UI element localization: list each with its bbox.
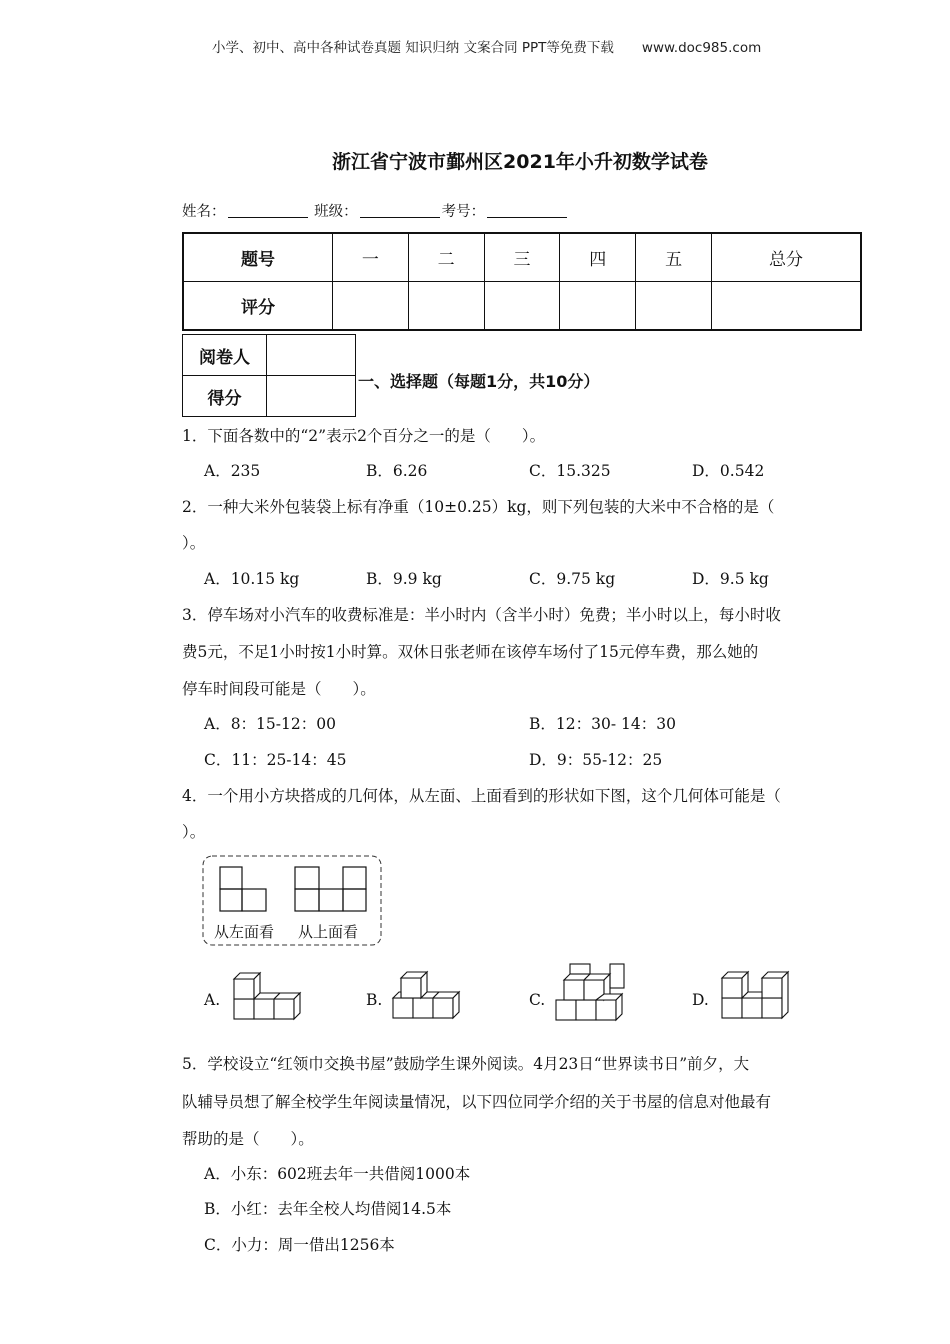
reviewer-cell[interactable] — [267, 335, 356, 376]
q4-option-d[interactable]: D. — [692, 991, 709, 1009]
score-cell[interactable] — [332, 282, 408, 331]
score-table-header-row — [183, 233, 861, 282]
q3-option-d[interactable]: D．9：55-12：25 — [529, 751, 663, 769]
score-cell[interactable] — [560, 282, 636, 331]
name-field[interactable] — [228, 203, 308, 218]
q2-option-d[interactable]: D．9.5 kg — [692, 570, 769, 588]
question-3-stem-line1: 3．停车场对小汽车的收费标准是：半小时内（含半小时）免费；半小时以上，每小时收 — [182, 606, 781, 624]
score-row-label: 评分 — [183, 282, 332, 331]
exam-no-label: 考号： — [441, 204, 486, 220]
q4-option-a-figure — [230, 965, 304, 1023]
score-col-1: 一 — [332, 233, 408, 282]
score-cell[interactable] — [636, 282, 712, 331]
score-col-2: 二 — [408, 233, 484, 282]
score-col-total: 总分 — [711, 233, 861, 282]
left-view-label: 从左面看 — [214, 923, 275, 941]
question-2-stem-line2: ）。 — [182, 534, 206, 552]
grader-table — [182, 334, 356, 417]
student-info-line — [182, 200, 569, 221]
question-4-stem-line1: 4．一个用小方块搭成的几何体，从左面、上面看到的形状如下图，这个几何体可能是（ — [182, 787, 781, 805]
class-field[interactable] — [360, 203, 440, 218]
section-1-title: 一、选择题（每题1分，共10分） — [358, 372, 600, 391]
score-col-label: 题号 — [183, 233, 332, 282]
header-url[interactable]: www.doc985.com — [641, 40, 762, 56]
grader-score-label: 得分 — [183, 376, 267, 417]
score-cell[interactable] — [711, 282, 861, 331]
top-view-label: 从上面看 — [298, 923, 359, 941]
q1-option-d[interactable]: D．0.542 — [692, 462, 765, 480]
q2-option-b[interactable]: B．9.9 kg — [366, 570, 442, 588]
question-3-stem-line2: 费5元，不足1小时按1小时算。双休日张老师在该停车场付了15元停车费，那么她的 — [182, 643, 759, 661]
q4-option-a[interactable]: A. — [204, 991, 221, 1009]
q4-option-c[interactable]: C. — [529, 991, 546, 1009]
page-title: 浙江省宁波市鄞州区2021年小升初数学试卷 — [332, 151, 708, 173]
score-cell[interactable] — [408, 282, 484, 331]
q4-option-b[interactable]: B. — [366, 991, 383, 1009]
grader-score-cell[interactable] — [267, 376, 356, 417]
q1-option-a[interactable]: A．235 — [204, 462, 261, 480]
class-label: 班级： — [314, 204, 358, 220]
q2-option-c[interactable]: C．9.75 kg — [529, 570, 616, 588]
q3-option-b[interactable]: B．12：30- 14：30 — [529, 715, 676, 733]
score-col-3: 三 — [484, 233, 560, 282]
score-col-5: 五 — [636, 233, 712, 282]
q3-option-c[interactable]: C．11：25-14：45 — [204, 751, 347, 769]
q4-option-c-figure — [552, 960, 632, 1024]
score-col-4: 四 — [560, 233, 636, 282]
q2-option-a[interactable]: A．10.15 kg — [204, 570, 300, 588]
page-header — [212, 36, 761, 56]
q4-option-b-figure — [389, 964, 465, 1022]
header-text: 小学、初中、高中各种试卷真题 知识归纳 文案合同 PPT等免费下载 — [212, 40, 614, 56]
question-5-stem-line3: 帮助的是（ ）。 — [182, 1130, 314, 1148]
score-table — [182, 232, 862, 331]
score-table-score-row — [183, 282, 861, 331]
question-2-stem-line1: 2．一种大米外包装袋上标有净重（10±0.25）kg，则下列包装的大米中不合格的是（ — [182, 498, 775, 516]
question-4-stem-line2: ）。 — [182, 823, 206, 841]
q3-option-a[interactable]: A．8：15-12：00 — [204, 715, 336, 733]
left-view-shape — [220, 867, 266, 911]
q5-option-c[interactable]: C．小力：周一借出1256本 — [204, 1236, 395, 1254]
q4-option-d-figure — [718, 964, 798, 1022]
question-5-stem-line2: 队辅导员想了解全校学生年阅读量情况，以下四位同学介绍的关于书屋的信息对他最有 — [182, 1093, 772, 1111]
q5-option-b[interactable]: B．小红：去年全校人均借阅14.5本 — [204, 1200, 452, 1218]
question-1-stem: 1．下面各数中的“2”表示2个百分之一的是（ ）。 — [182, 427, 546, 445]
q5-option-a[interactable]: A．小东：602班去年一共借阅1000本 — [204, 1165, 471, 1183]
q1-option-c[interactable]: C．15.325 — [529, 462, 611, 480]
reviewer-label: 阅卷人 — [183, 335, 267, 376]
q4-views-figure — [202, 855, 384, 947]
score-cell[interactable] — [484, 282, 560, 331]
top-view-shape — [295, 867, 366, 911]
q1-option-b[interactable]: B．6.26 — [366, 462, 428, 480]
exam-no-field[interactable] — [487, 203, 567, 218]
question-5-stem-line1: 5．学校设立“红领巾交换书屋”鼓励学生课外阅读。4月23日“世界读书日”前夕，大 — [182, 1055, 750, 1073]
name-label: 姓名： — [182, 204, 226, 220]
question-3-stem-line3: 停车时间段可能是（ ）。 — [182, 680, 376, 698]
